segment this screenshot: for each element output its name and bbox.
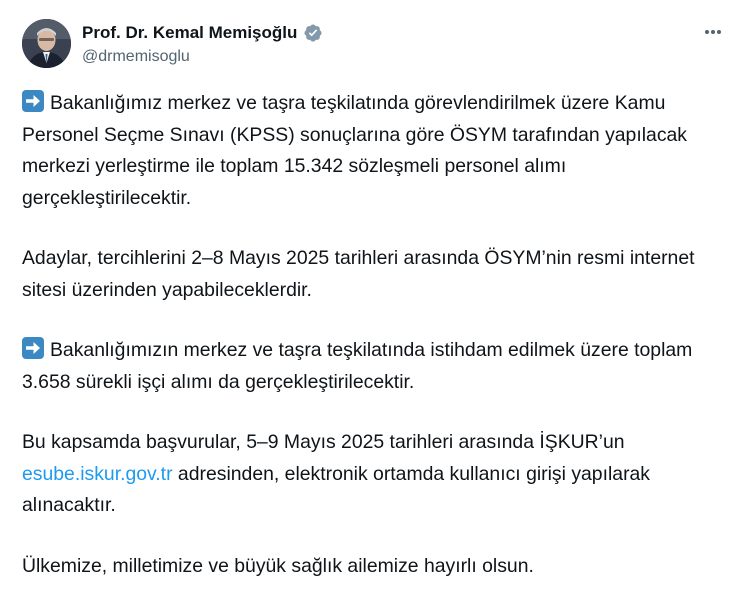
right-arrow-emoji-icon	[22, 90, 44, 112]
paragraph-4-text-before: Bu kapsamda başvurular, 5–9 Mayıs 2025 tarihleri arasında İŞKUR’un	[22, 431, 625, 453]
more-horizontal-icon[interactable]	[702, 21, 724, 43]
tweet-paragraph-4	[22, 427, 730, 522]
tweet-paragraph-2	[22, 243, 730, 306]
tweet-paragraph-3	[22, 335, 730, 398]
tweet-text	[22, 88, 730, 611]
verified-badge-icon	[303, 23, 323, 43]
right-arrow-emoji-icon	[22, 337, 44, 359]
author-handle[interactable]: @drmemisoglu	[82, 48, 190, 65]
tweet-header	[22, 19, 728, 71]
avatar[interactable]	[22, 19, 71, 68]
tweet-paragraph-5	[22, 551, 730, 583]
iskur-link[interactable]: esube.iskur.gov.tr	[22, 462, 173, 485]
paragraph-2-text: Adaylar, tercihlerini 2–8 Mayıs 2025 tarihleri arasında ÖSYM’nin resmi internet sitesi üzerinden yapabileceklerdir.	[22, 247, 695, 301]
author-name[interactable]	[82, 23, 323, 43]
paragraph-4-text-after: adresinden, elektronik ortamda kullanıcı girişi yapılarak alınacaktır.	[22, 462, 651, 516]
paragraph-1-text: Bakanlığımız merkez ve taşra teşkilatında görevlendirilmek üzere Kamu Personel Seçme Sınavı (KPSS) sonuçlarına göre ÖSYM tarafından yapılacak merkezi yerleştirme ile toplam 15.342 sözleşmeli personel alımı gerçekleştirilecektir.	[22, 92, 688, 209]
author-name-text[interactable]: Prof. Dr. Kemal Memişoğlu	[82, 23, 298, 42]
paragraph-3-text: Bakanlığımızın merkez ve taşra teşkilatında istihdam edilmek üzere toplam 3.658 sürekli işçi alımı da gerçekleştirilecektir.	[22, 339, 693, 393]
paragraph-5-text: Ülkemize, milletimize ve büyük sağlık ailemize hayırlı olsun.	[22, 554, 534, 577]
tweet-paragraph-1	[22, 88, 730, 214]
